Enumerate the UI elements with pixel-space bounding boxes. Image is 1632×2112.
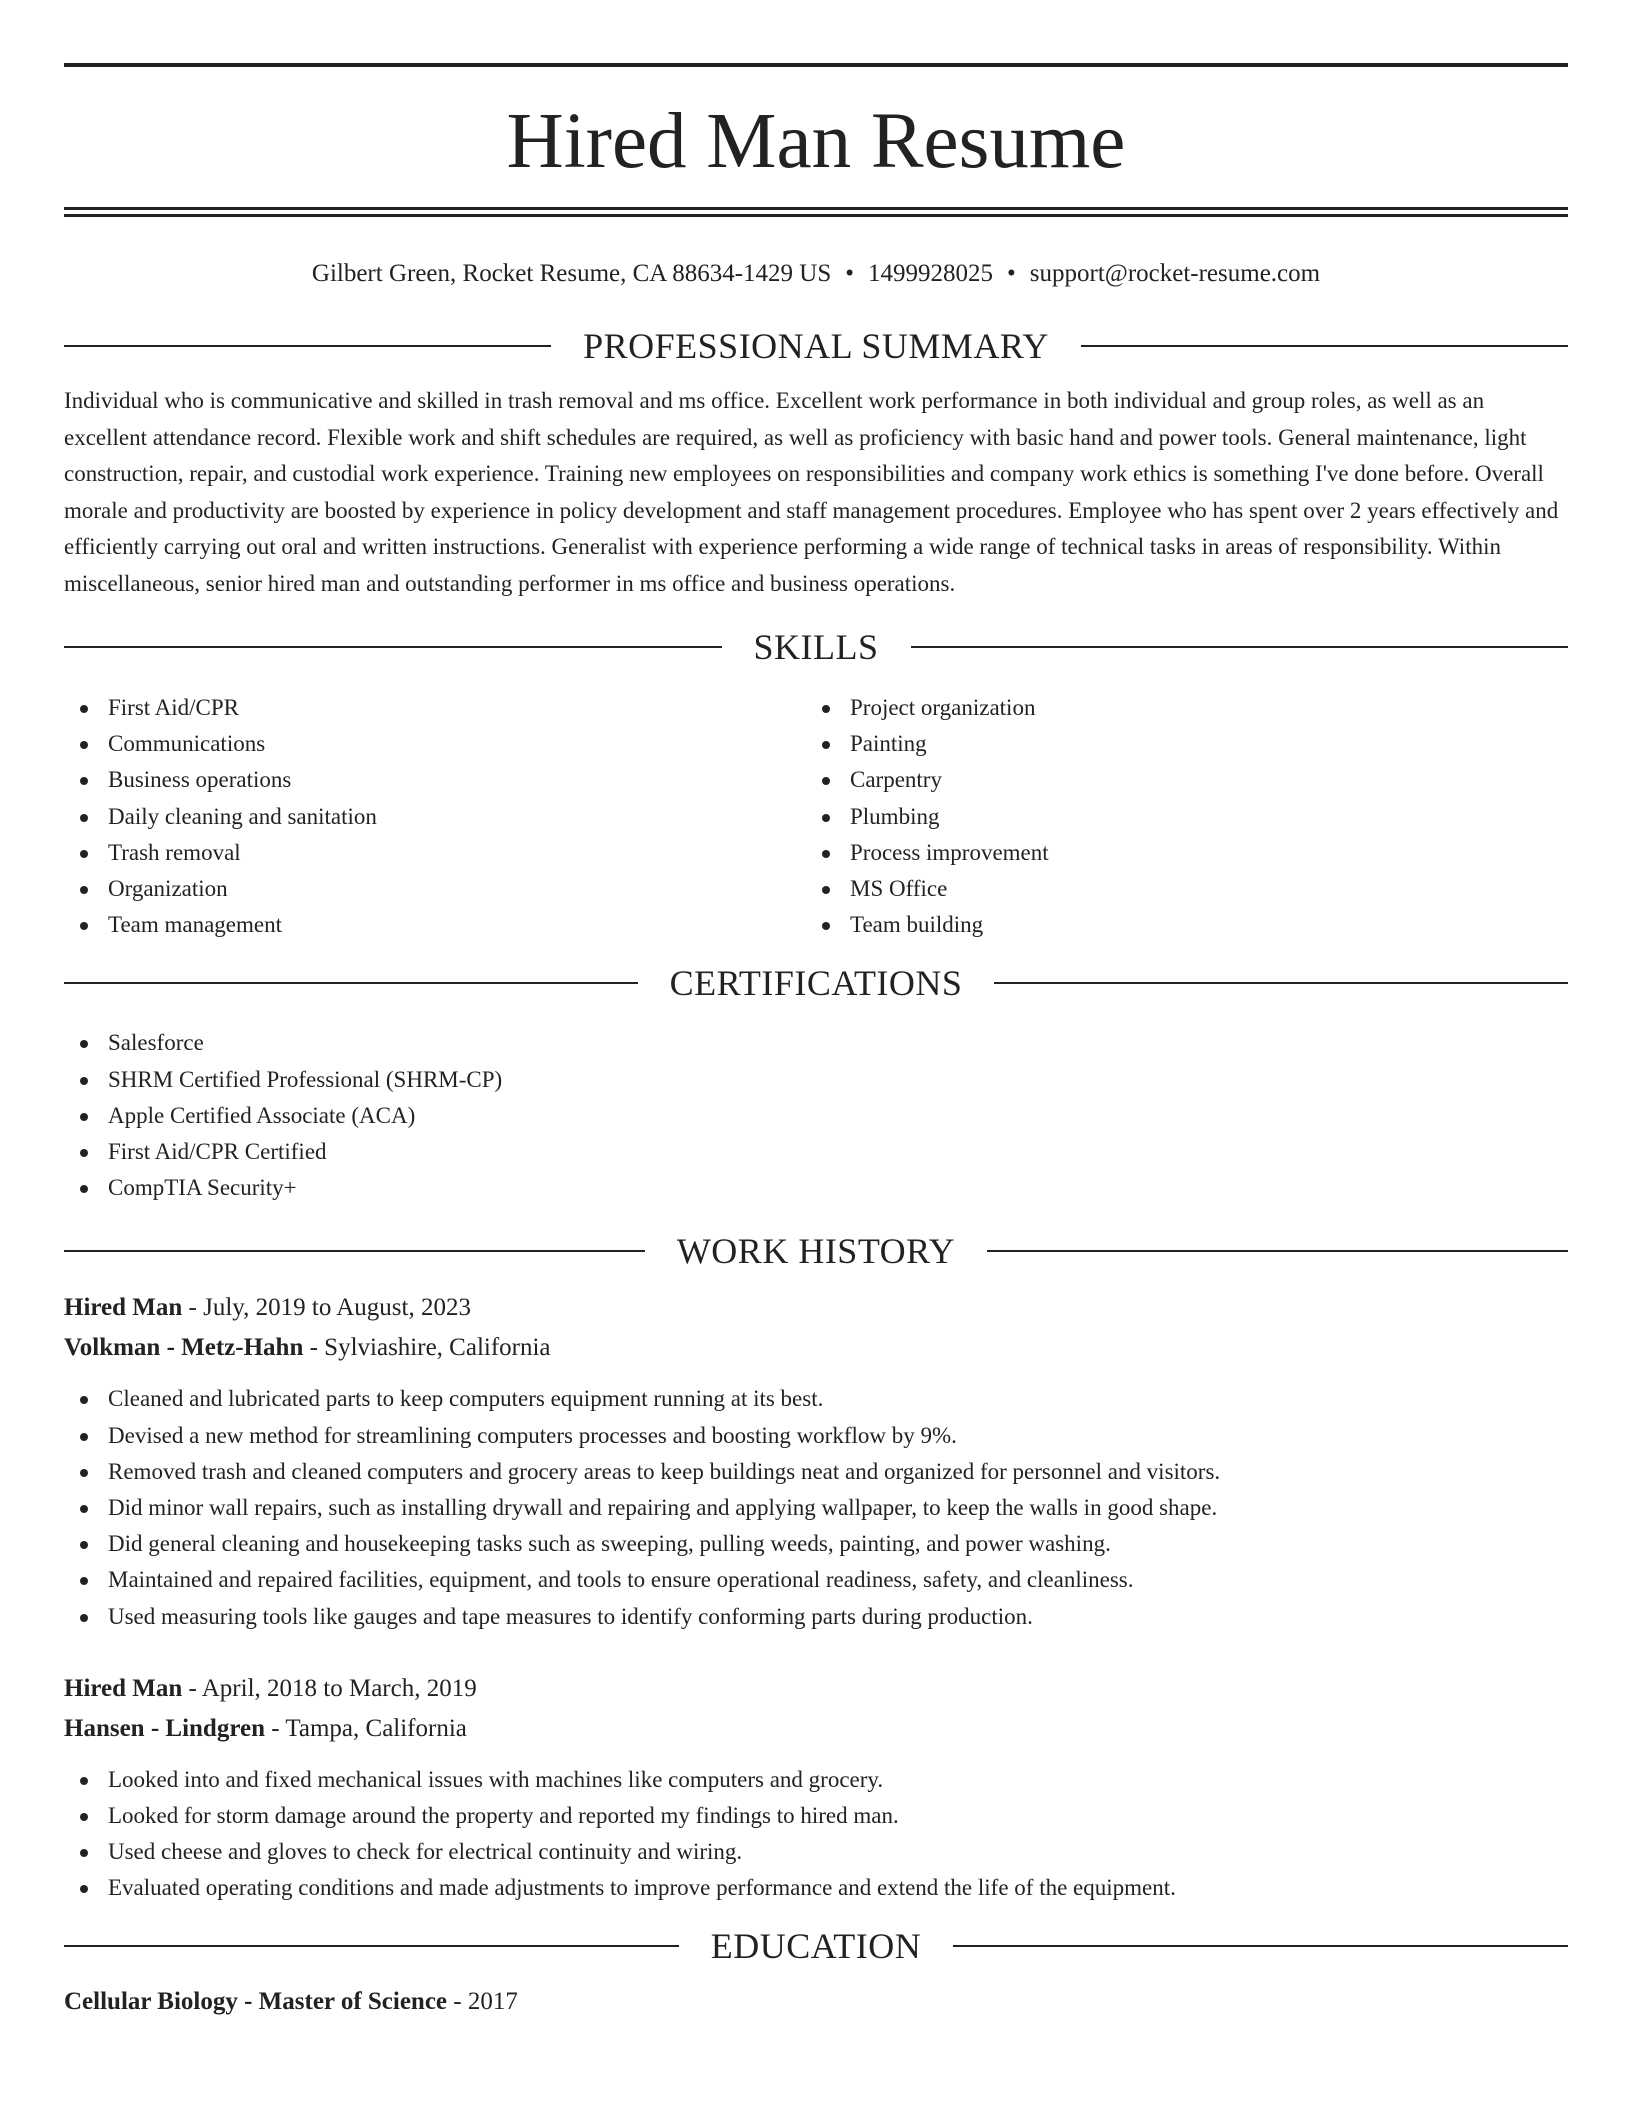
- job-company: Volkman - Metz-Hahn: [64, 1334, 304, 1362]
- skill-item: Daily cleaning and sanitation: [64, 799, 806, 835]
- education-year: - 2017: [447, 1987, 518, 2015]
- skill-item: MS Office: [806, 871, 1548, 907]
- job-duty: Looked into and fixed mechanical issues with machines like computers and grocery.: [64, 1762, 1568, 1798]
- job-location: - Sylviashire, California: [303, 1334, 551, 1362]
- section-title: EDUCATION: [710, 1925, 922, 1966]
- resume-name: Hired Man Resume: [506, 98, 1126, 185]
- education-degree: Cellular Biology - Master of Science: [64, 1987, 448, 2015]
- job-entry: [64, 1669, 1568, 1907]
- section-title: SKILLS: [753, 627, 879, 667]
- job-duty: Looked for storm damage around the property and reported my findings to hired man.: [64, 1798, 1568, 1834]
- job-duty: Used measuring tools like gauges and tape measures to identify conforming parts during production.: [64, 1599, 1568, 1635]
- contact-phone: 1499928025: [868, 260, 994, 287]
- section-title: WORK HISTORY: [676, 1231, 956, 1272]
- section-rule: [64, 982, 638, 984]
- skills-list-left: [64, 690, 806, 943]
- skills-list-right: [806, 690, 1548, 943]
- certification-item: First Aid/CPR Certified: [64, 1134, 1568, 1170]
- section-header-work-history: [64, 1226, 1568, 1276]
- skill-item: Carpentry: [806, 762, 1548, 798]
- certifications-list: [64, 1025, 1568, 1206]
- certification-item: SHRM Certified Professional (SHRM-CP): [64, 1062, 1568, 1098]
- job-title-line: [64, 1669, 1568, 1709]
- skills-columns: [64, 690, 1568, 943]
- certification-item: Salesforce: [64, 1025, 1568, 1061]
- contact-separator: •: [1007, 260, 1016, 287]
- skill-item: First Aid/CPR: [64, 690, 806, 726]
- job-duty: Did general cleaning and housekeeping tasks such as sweeping, pulling weeds, painting, and power washing.: [64, 1526, 1568, 1562]
- job-duty: Cleaned and lubricated parts to keep computers equipment running at its best.: [64, 1381, 1568, 1417]
- section-title: CERTIFICATIONS: [669, 963, 963, 1004]
- job-duty: Removed trash and cleaned computers and grocery areas to keep buildings neat and organized for personnel and visitors.: [64, 1454, 1568, 1490]
- section-rule: [1081, 345, 1568, 347]
- skill-item: Plumbing: [806, 799, 1548, 835]
- job-company-line: [64, 1709, 1568, 1749]
- section-rule: [64, 345, 551, 347]
- skill-item: Painting: [806, 726, 1548, 762]
- job-title: Hired Man: [64, 1294, 183, 1322]
- section-rule: [64, 1945, 679, 1947]
- summary-text: Individual who is communicative and skilled in trash removal and ms office. Excellent work performance in both individual and group roles, as well as an excellent attendance record. Flexible work and shift schedules are required, as well as proficiency with basic hand and power tools. General maintenance, light construction, repair, and custodial work experience. Training new employees on responsibilities and company work ethics is something I've done before. Overall morale and productivity are boosted by experience in policy development and staff management procedures. Employee who has spent over 2 years effectively and efficiently carrying out oral and written instructions. Generalist with experience performing a wide range of technical tasks in areas of responsibility. Within miscellaneous, senior hired man and outstanding performer in ms office and business operations.: [64, 388, 1559, 596]
- skill-item: Team management: [64, 907, 806, 943]
- section-header-summary: [64, 321, 1568, 371]
- contact-email: support@rocket-resume.com: [1029, 260, 1321, 287]
- section-header-skills: [64, 622, 1568, 672]
- job-dates: - April, 2018 to March, 2019: [182, 1674, 477, 1702]
- section-rule: [987, 1250, 1568, 1252]
- skill-item: Trash removal: [64, 835, 806, 871]
- job-duties-list: [64, 1381, 1568, 1634]
- section-rule: [953, 1945, 1568, 1947]
- job-duty: Used cheese and gloves to check for electrical continuity and wiring.: [64, 1834, 1568, 1870]
- job-title-line: [64, 1288, 1568, 1328]
- job-company: Hansen - Lindgren: [64, 1714, 265, 1742]
- skill-item: Organization: [64, 871, 806, 907]
- section-rule: [994, 982, 1568, 984]
- skill-item: Process improvement: [806, 835, 1548, 871]
- job-duty: Devised a new method for streamlining computers processes and boosting workflow by 9%.: [64, 1418, 1568, 1454]
- contact-address: Gilbert Green, Rocket Resume, CA 88634-1429 US: [311, 260, 832, 287]
- job-title: Hired Man: [64, 1674, 183, 1702]
- skill-item: Project organization: [806, 690, 1548, 726]
- section-rule: [911, 646, 1569, 648]
- job-location: - Tampa, California: [264, 1714, 467, 1742]
- job-entry: [64, 1288, 1568, 1634]
- certification-item: Apple Certified Associate (ACA): [64, 1098, 1568, 1134]
- contact-separator: •: [845, 260, 855, 287]
- job-dates: - July, 2019 to August, 2023: [182, 1294, 471, 1322]
- job-duty: Did minor wall repairs, such as installing drywall and repairing and applying wallpaper, to keep the walls in good shape.: [64, 1490, 1568, 1526]
- contact-line: [64, 254, 1568, 294]
- section-header-education: [64, 1921, 1568, 1971]
- section-header-certifications: [64, 958, 1568, 1008]
- job-duty: Maintained and repaired facilities, equipment, and tools to ensure operational readiness, safety, and cleanliness.: [64, 1562, 1568, 1598]
- education-entry: [64, 1982, 1568, 2022]
- job-duties-list: [64, 1762, 1568, 1907]
- section-rule: [64, 1250, 645, 1252]
- job-company-line: [64, 1328, 1568, 1368]
- double-rule: [64, 207, 1568, 217]
- certification-item: CompTIA Security+: [64, 1170, 1568, 1206]
- skill-item: Communications: [64, 726, 806, 762]
- section-title: PROFESSIONAL SUMMARY: [583, 326, 1049, 366]
- top-rule: [64, 63, 1568, 67]
- skill-item: Team building: [806, 907, 1548, 943]
- section-rule: [64, 646, 722, 648]
- job-duty: Evaluated operating conditions and made adjustments to improve performance and extend the life of the equipment.: [64, 1870, 1568, 1906]
- skill-item: Business operations: [64, 762, 806, 798]
